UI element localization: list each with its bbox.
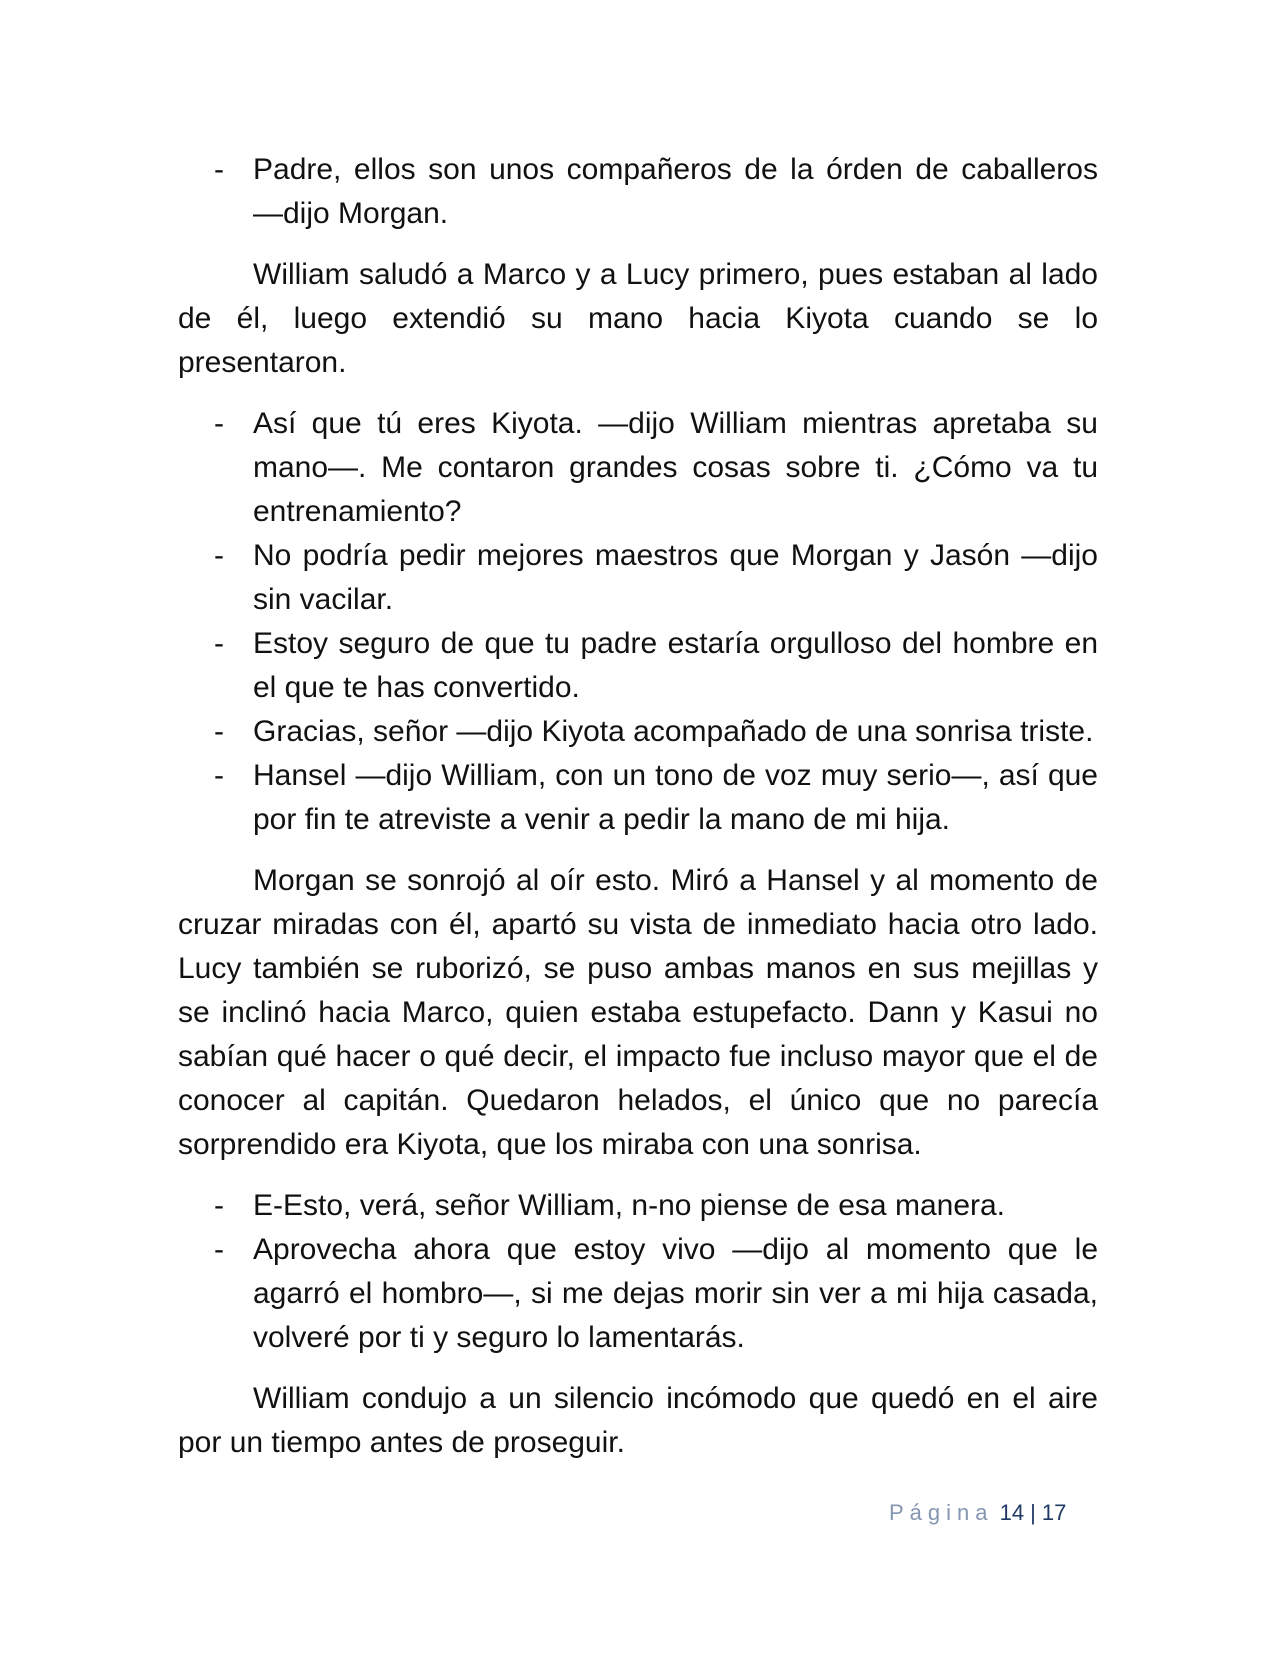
dialogue-line: - E-Esto, verá, señor William, n-no piense de esa manera. <box>178 1184 1098 1228</box>
page-label: Página <box>889 1500 994 1525</box>
dialogue-dash: - <box>214 1233 224 1266</box>
dialogue-dash: - <box>214 407 224 440</box>
dialogue-line: - Padre, ellos son unos compañeros de la órden de caballeros —dijo Morgan. <box>178 148 1098 236</box>
paragraph: William condujo a un silencio incómodo que quedó en el aire por un tiempo antes de proseguir. <box>178 1382 1098 1459</box>
dialogue-line: - Estoy seguro de que tu padre estaría orgulloso del hombre en el que te has convertido. <box>178 622 1098 710</box>
dialogue-line: - Aprovecha ahora que estoy vivo —dijo al momento que le agarró el hombro—, si me dejas morir sin ver a mi hija casada, volveré por ti y seguro lo lamentarás. <box>178 1228 1098 1360</box>
dialogue-dash: - <box>214 153 224 186</box>
dialogue-dash: - <box>214 759 224 792</box>
dialogue-line: - Gracias, señor —dijo Kiyota acompañado de una sonrisa triste. <box>178 710 1098 754</box>
page-total: 17 <box>1041 1500 1067 1525</box>
page-footer <box>889 1498 1066 1528</box>
dialogue-dash: - <box>214 539 224 572</box>
dialogue-dash: - <box>214 715 224 748</box>
document-body <box>178 148 1098 1482</box>
dialogue-dash: - <box>214 1189 224 1222</box>
dialogue-line: - No podría pedir mejores maestros que Morgan y Jasón —dijo sin vacilar. <box>178 534 1098 622</box>
page-separator: | <box>1030 1500 1036 1525</box>
page-number: 14 <box>999 1500 1025 1525</box>
dialogue-line: - Así que tú eres Kiyota. —dijo William mientras apretaba su mano—. Me contaron grandes cosas sobre ti. ¿Cómo va tu entrenamiento? <box>178 402 1098 534</box>
paragraph: Morgan se sonrojó al oír esto. Miró a Hansel y al momento de cruzar miradas con él, apartó su vista de inmediato hacia otro lado. Lucy también se ruborizó, se puso ambas manos en sus mejillas y se inclinó hacia Marco, quien estaba estupefacto. Dann y Kasui no sabían qué hacer o qué decir, el impacto fue incluso mayor que el de conocer al capitán. Quedaron helados, el único que no parecía sorprendido era Kiyota, que los miraba con una sonrisa. <box>178 864 1098 1161</box>
paragraph: William saludó a Marco y a Lucy primero, pues estaban al lado de él, luego extendió su mano hacia Kiyota cuando se lo presentaron. <box>178 258 1098 379</box>
dialogue-group-3 <box>178 1184 1098 1360</box>
dialogue-group-1 <box>178 148 1098 236</box>
dialogue-group-2 <box>178 402 1098 842</box>
dialogue-dash: - <box>214 627 224 660</box>
dialogue-line: - Hansel —dijo William, con un tono de voz muy serio—, así que por fin te atreviste a venir a pedir la mano de mi hija. <box>178 754 1098 842</box>
